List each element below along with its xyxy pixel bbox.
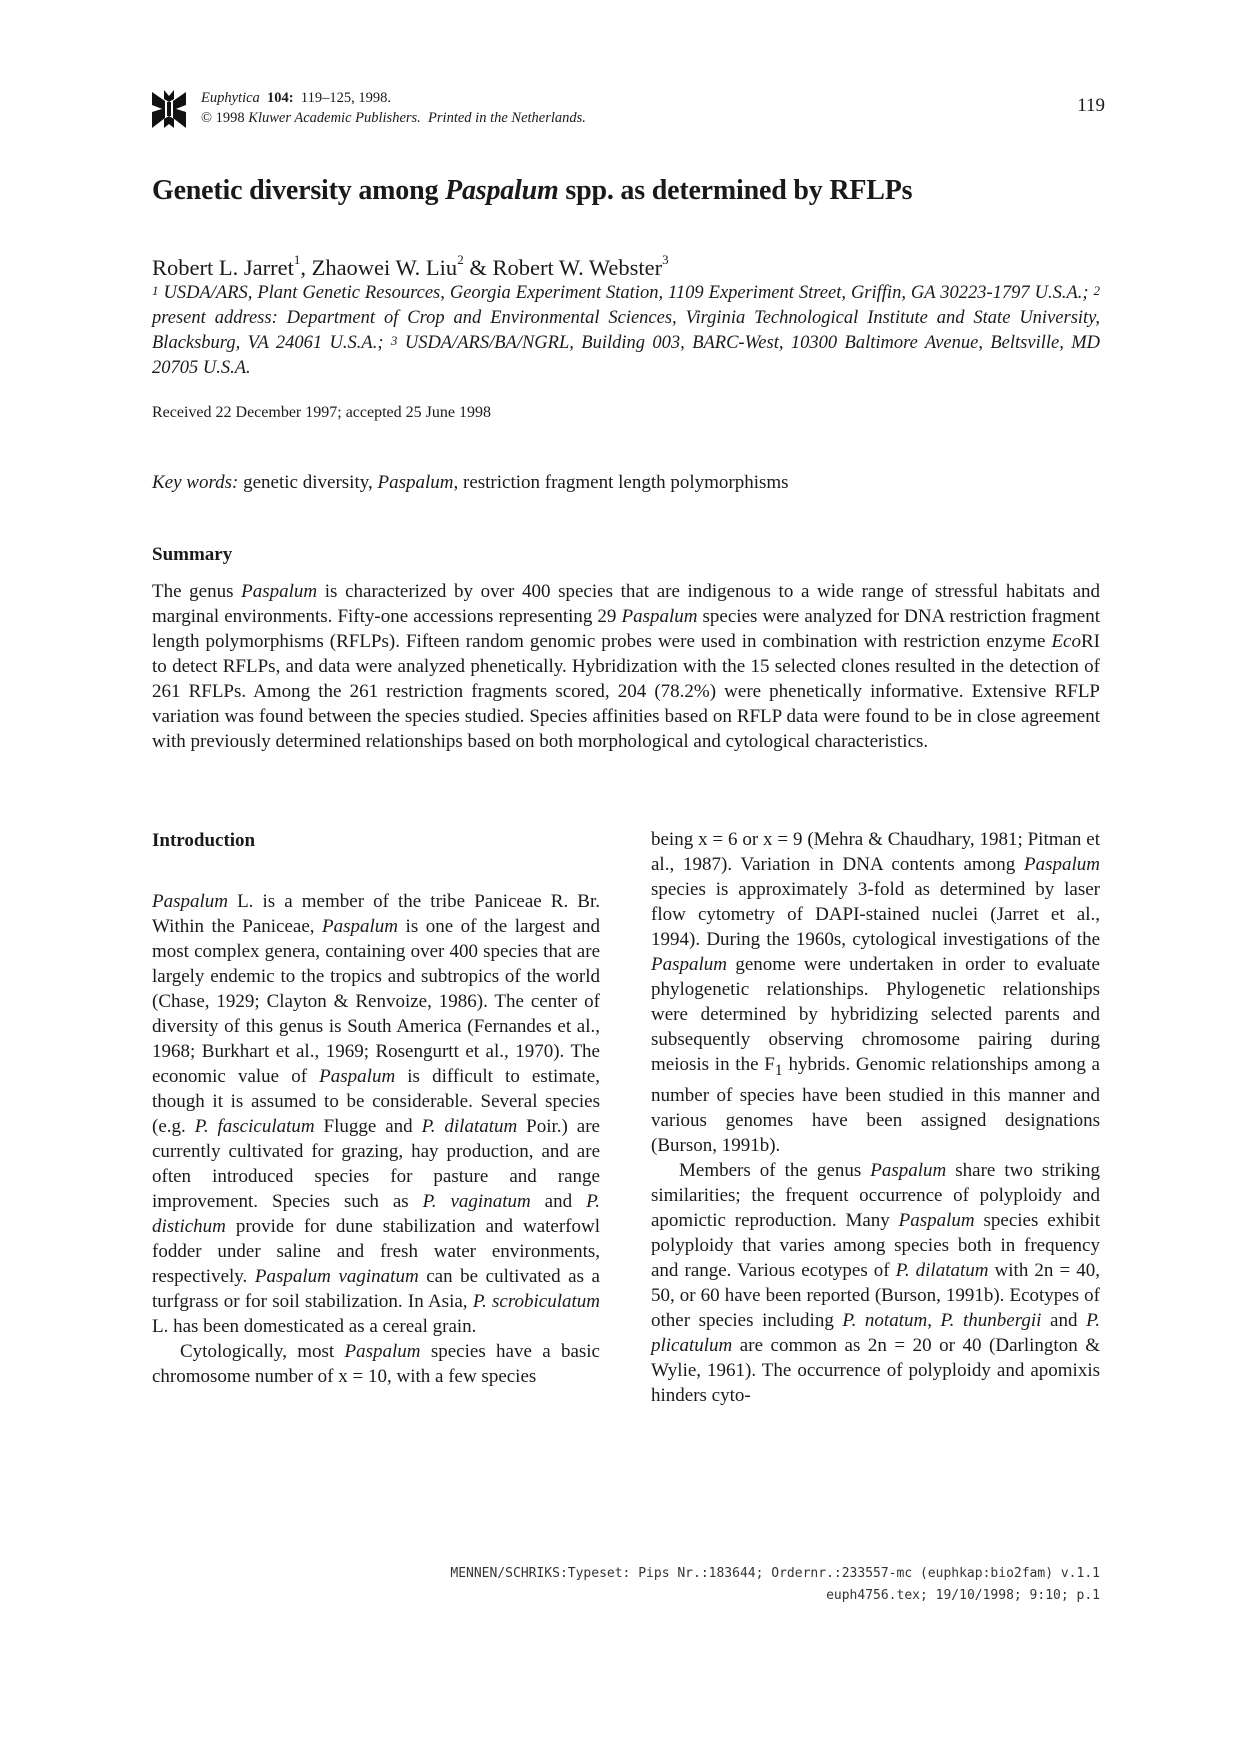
paragraph [651, 827, 1100, 1158]
text-run: provide for dune stabilization and waterfowl fodder under saline and fresh water environments, respectively. [152, 1216, 600, 1287]
italic-text: Paspalum vaginatum [254, 1266, 419, 1287]
text-run: species were analyzed for DNA restriction fragment length polymorphisms (RFLPs). Fifteen random genomic probes were used in combination with restriction enzyme [152, 606, 1101, 652]
text-run: Flugge and [314, 1116, 422, 1137]
text-run: The genus [152, 581, 242, 602]
title-pre: Genetic diversity among [152, 175, 446, 206]
italic-text: P. plicatulum [651, 1309, 1100, 1356]
copyright-symbol: © [201, 110, 213, 126]
keywords [152, 472, 789, 494]
italic-text: Paspalum [322, 916, 399, 937]
title-genus: Paspalum [445, 175, 559, 206]
received-dates: Received 22 December 1997; accepted 25 June 1998 [152, 404, 491, 421]
text-run: L. is a member of the tribe Paniceae R. Br. Within the Paniceae, [152, 891, 600, 937]
text-run: RI to detect RFLPs, and data were analyzed phenetically. Hybridization with the 15 selected clones resulted in the detection of 261 RFLPs. Among the 261 restriction fragments scored, 204 (78.2%) were phenetically informative. Extensive RFLP variation was found between the species studied. Species affinities based on RFLP data were found to be in close agreement with previously determined relationships based on both morphological and cytological characteristics. [152, 631, 1100, 752]
page-number: 119 [1077, 95, 1105, 116]
text-run: being x = 6 or x = 9 (Mehra & Chaudhary, 1981; Pitman et al., 1987). Variation in DNA contents among [651, 829, 1100, 875]
text-run: species have a basic chromosome number of x = 10, with a few species [152, 1341, 600, 1387]
author-affiliation-mark: 1 [293, 252, 301, 267]
text-run: hybrids. Genomic relationships among a number of species have been studied in this manner and various genomes have been assigned designations (Burson, 1991b). [651, 1054, 1100, 1156]
author-separator: , [300, 255, 312, 280]
publisher-name: Kluwer Academic Publishers. [248, 110, 421, 126]
italic-text: Paspalum [651, 954, 727, 975]
affiliation-mark: 3 [390, 333, 398, 348]
subscript-text: 1 [774, 1061, 783, 1079]
author-affiliation-mark: 3 [662, 252, 669, 267]
text-run: can be cultivated as a turfgrass or for soil stabilization. In Asia, [152, 1266, 600, 1312]
printed-note: Printed in the Netherlands. [428, 110, 586, 126]
italic-text: Paspalum [344, 1341, 421, 1362]
journal-volume: 104: [267, 90, 294, 106]
author-name: Robert L. Jarret [152, 255, 294, 280]
text-run: is characterized by over 400 species that are indigenous to a wide range of stressful habitats and marginal environments. Fifty-one accessions representing 29 [152, 581, 1100, 627]
author-separator: & [463, 255, 493, 280]
text-run: Members of the genus [679, 1159, 871, 1181]
text-run: and [530, 1191, 587, 1212]
publisher-logo-icon [150, 88, 188, 130]
italic-text: Paspalum [319, 1066, 396, 1087]
affiliation-mark: 1 [152, 283, 159, 298]
italic-text: Paspalum [241, 581, 318, 602]
intro-column-right [651, 827, 1100, 1408]
italic-text: P. vaginatum [422, 1191, 531, 1212]
text-run: Poir.) are currently cultivated for grazing, hay production, and are often introduced species for pasture and range improvement. Species such as [152, 1116, 600, 1212]
italic-text: Paspalum [152, 891, 228, 912]
text-run: Cytologically, most [180, 1341, 345, 1362]
keywords-label: Key words: [152, 472, 239, 493]
summary-body [152, 579, 1100, 754]
italic-text: P. distichum [152, 1191, 600, 1237]
text-run: genome were undertaken in order to evaluate phylogenetic relationships. Phylogenetic relationships were determined by hybridizing selected parents and subsequently observing chromosome pairing during meiosis in the F [651, 954, 1100, 1075]
journal-citation [201, 88, 586, 128]
text-run: with 2n = 40, 50, or 60 have been reported (Burson, 1991b). Ecotypes of other species including [651, 1259, 1100, 1331]
copyright-year: 1998 [215, 110, 245, 126]
footer-line: MENNEN/SCHRIKS:Typeset: Pips Nr.:183644; Ordernr.:233557-mc (euphkap:bio2fam) v.1.1 [450, 1566, 1100, 1581]
italic-text: P. fasciculatum [194, 1116, 315, 1137]
affiliation-text: USDA/ARS, Plant Genetic Resources, Georgia Experiment Station, 1109 Experiment Street, Griffin, GA 30223-1797 U.S.A.; [163, 283, 1094, 303]
italic-text: Eco [1051, 631, 1081, 652]
journal-name: Euphytica [201, 90, 260, 106]
paragraph [152, 889, 600, 1339]
keywords-genus: Paspalum [377, 472, 454, 493]
paragraph [152, 1339, 600, 1389]
italic-text: P. dilatatum [895, 1259, 989, 1281]
keywords-text: genetic diversity, [238, 472, 378, 493]
text-run: species is approximately 3-fold as determined by laser flow cytometry of DAPI-stained nuclei (Jarret et al., 1994). During the 1960s, cytological investigations of the [651, 879, 1100, 950]
italic-text: Paspalum [1024, 854, 1100, 875]
author-affiliation-mark: 2 [457, 252, 464, 267]
paragraph [651, 1158, 1100, 1408]
copyright-line [201, 108, 586, 128]
article-title [152, 175, 912, 207]
text-run: share two striking similarities; the frequent occurrence of polyploidy and apomictic reproduction. Many [651, 1159, 1100, 1231]
italic-text: P. scrobiculatum [472, 1291, 600, 1312]
typesetting-footer [380, 1563, 1100, 1607]
journal-line [201, 88, 586, 108]
title-post: spp. as determined by RFLPs [558, 175, 913, 206]
affiliations [152, 281, 1100, 381]
author-list [152, 252, 669, 281]
intro-column-left [152, 889, 600, 1389]
author-name: Zhaowei W. Liu [311, 255, 458, 280]
italic-text: P. dilatatum [421, 1116, 518, 1137]
text-run: are common as 2n = 20 or 40 (Darlington & Wylie, 1961). The occurrence of polyploidy and apomixis hinders cyto- [651, 1334, 1100, 1406]
journal-pages: 119–125, 1998. [300, 90, 391, 106]
text-run: is difficult to estimate, though it is assumed to be considerable. Several species (e.g. [152, 1066, 600, 1137]
author-name: Robert W. Webster [492, 255, 663, 280]
italic-text: P. notatum, P. thunbergii [842, 1309, 1042, 1331]
affiliation-mark: 2 [1093, 283, 1101, 298]
italic-text: Paspalum [898, 1209, 975, 1231]
text-run: L. has been domesticated as a cereal grain. [152, 1316, 477, 1337]
keywords-text: , restriction fragment length polymorphisms [453, 472, 789, 493]
text-run: and [1041, 1309, 1087, 1331]
italic-text: Paspalum [621, 606, 698, 627]
summary-heading: Summary [152, 544, 233, 565]
text-run: species exhibit polyploidy that varies among species both in frequency and range. Various ecotypes of [651, 1209, 1100, 1281]
italic-text: Paspalum [870, 1159, 947, 1181]
text-run: is one of the largest and most complex genera, containing over 400 species that are largely endemic to the tropics and subtropics of the world (Chase, 1929; Clayton & Renvoize, 1986). The center of diversity of this genus is South America (Fernandes et al., 1968; Burkhart et al., 1969; Rosengurtt et al., 1970). The economic value of [152, 916, 600, 1087]
footer-line: euph4756.tex; 19/10/1998; 9:10; p.1 [826, 1588, 1100, 1603]
affiliation-text: USDA/ARS/BA/NGRL, Building 003, BARC-West, 10300 Baltimore Avenue, Beltsville, MD 20705 U.S.A. [152, 333, 1100, 378]
affiliation-text: present address: Department of Crop and Environmental Sciences, Virginia Technological Institute and State University, Blacksburg, VA 24061 U.S.A.; [152, 308, 1100, 353]
introduction-heading: Introduction [152, 830, 256, 851]
